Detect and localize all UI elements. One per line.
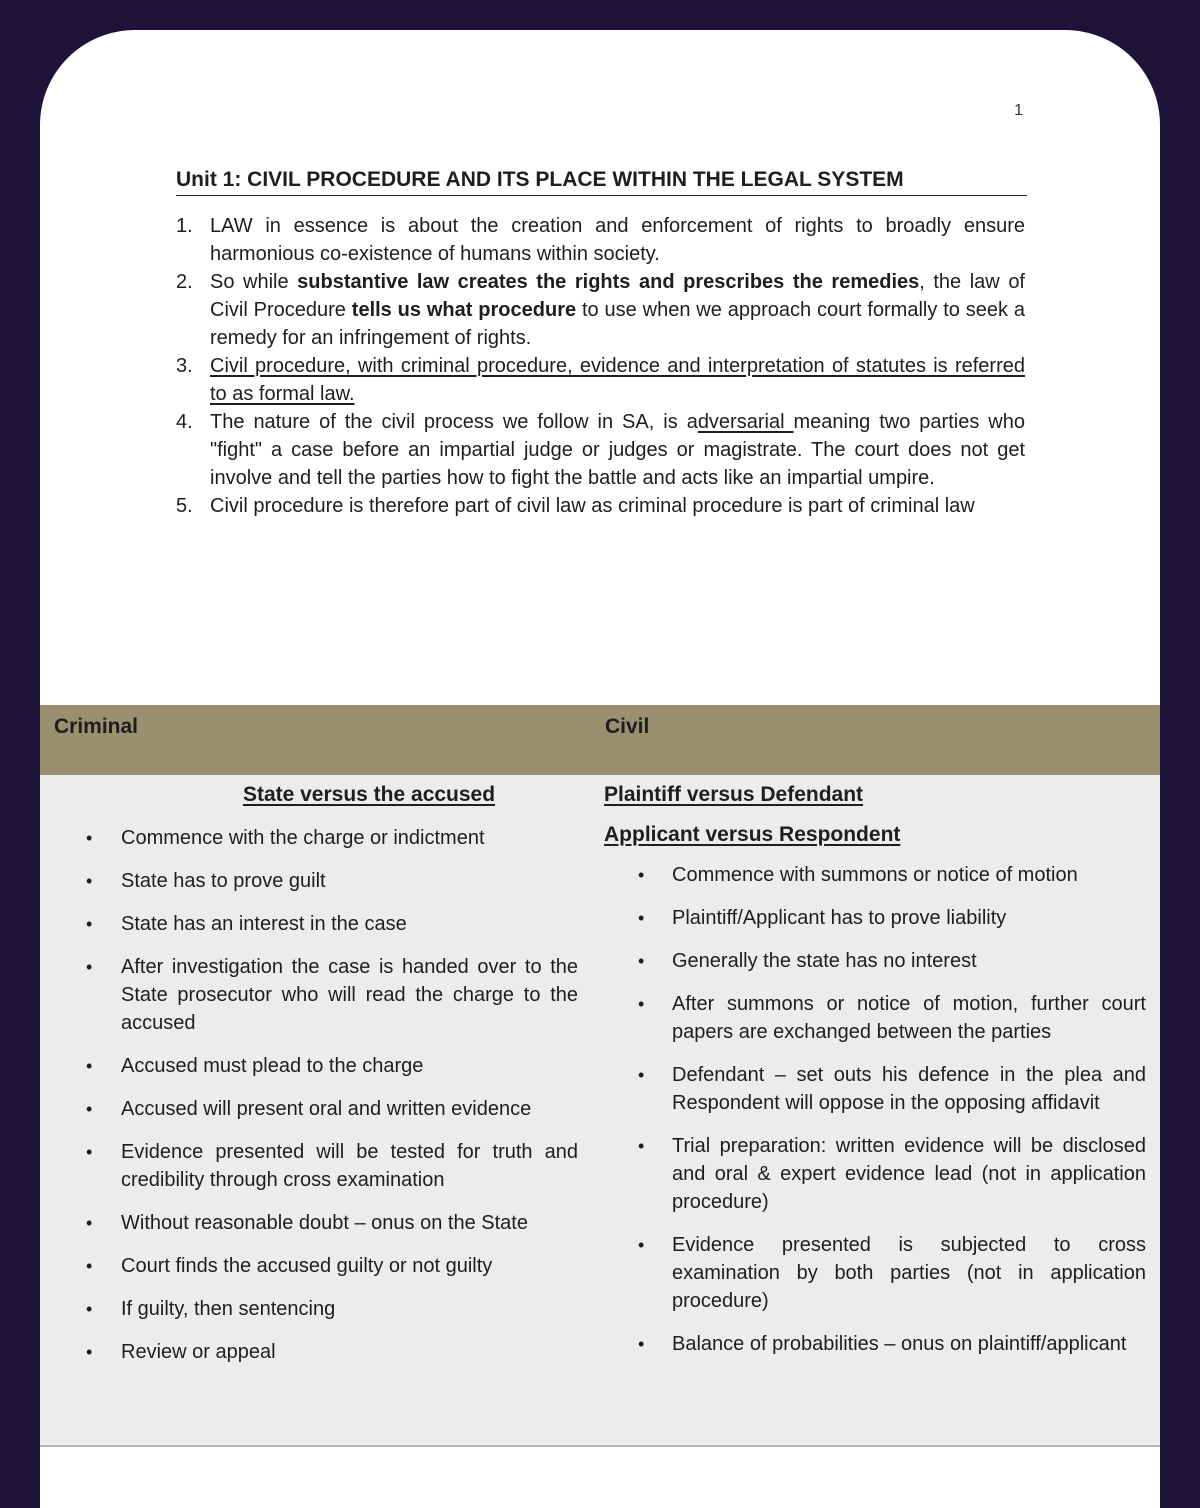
bullet-icon: • [86, 1256, 93, 1276]
bullet-icon: • [86, 1213, 93, 1233]
bullet-item [604, 947, 1146, 975]
bullet-icon: • [86, 957, 93, 977]
intro-item-3 [170, 352, 1025, 408]
unit-title: Unit 1: CIVIL PROCEDURE AND ITS PLACE WITHIN THE LEGAL SYSTEM [176, 168, 1027, 196]
civil-bullet-list [604, 861, 1146, 1358]
bullet-icon: • [86, 1299, 93, 1319]
item-number: 4. [176, 411, 193, 433]
bullet-icon: • [86, 828, 93, 848]
intro-item-text: to use when we approach court formally to seek a remedy for an infringement of rights. [210, 299, 1025, 349]
bullet-text: Generally the state has no interest [672, 950, 977, 972]
bullet-text: Balance of probabilities – onus on plaintiff/applicant [672, 1333, 1127, 1355]
criminal-bullet-list [40, 824, 590, 1366]
bold-phrase: substantive law creates the rights and prescribes the remedies [297, 271, 920, 293]
bullet-item [40, 1052, 590, 1080]
bullet-item [604, 990, 1146, 1046]
bullet-text: Trial preparation: written evidence will be disclosed and oral & expert evidence lead (not in application procedure) [672, 1135, 1146, 1213]
bullet-icon: • [638, 1334, 645, 1354]
criminal-column-header: Criminal [54, 715, 139, 738]
bullet-text: After summons or notice of motion, further court papers are exchanged between the parties [672, 993, 1146, 1043]
bullet-text: Review or appeal [121, 1341, 276, 1363]
intro-item-5 [170, 492, 1025, 520]
bullet-icon: • [86, 871, 93, 891]
document-page [40, 30, 1160, 1508]
item-number: 5. [176, 495, 193, 517]
bullet-text: Evidence presented will be tested for truth and credibility through cross examination [121, 1141, 578, 1191]
civil-column [604, 783, 1146, 1373]
bullet-text: Accused must plead to the charge [121, 1055, 424, 1077]
civil-subheading-applicant: Applicant versus Respondent [604, 823, 901, 846]
bullet-item [40, 1209, 590, 1237]
bullet-item [604, 1061, 1146, 1117]
intro-item-text: meaning two parties who "fight" a case before an impartial judge or judges or magistrate. The court does not get involve and tell the parties how to fight the battle and acts like an impartial umpire. [210, 411, 1025, 489]
bullet-text: State has an interest in the case [121, 913, 407, 935]
intro-item-2 [170, 268, 1025, 352]
bullet-text: Evidence presented is subjected to cross examination by both parties (not in application procedure) [672, 1234, 1146, 1312]
criminal-subheading: State versus the accused [242, 783, 496, 806]
bullet-icon: • [638, 865, 645, 885]
intro-item-text: Civil procedure is therefore part of civil law as criminal procedure is part of criminal law [210, 495, 975, 517]
bullet-item [604, 861, 1146, 889]
bullet-text: Court finds the accused guilty or not guilty [121, 1255, 493, 1277]
item-number: 3. [176, 355, 193, 377]
bullet-icon: • [638, 1136, 645, 1156]
bullet-text: Defendant – set outs his defence in the plea and Respondent will oppose in the opposing affidavit [672, 1064, 1146, 1114]
bullet-item [40, 1095, 590, 1123]
bullet-text: If guilty, then sentencing [121, 1298, 336, 1320]
comparison-table [40, 705, 1160, 1447]
bullet-item [604, 904, 1146, 932]
bullet-item [604, 1330, 1146, 1358]
comparison-header-row [40, 705, 1160, 775]
bullet-item [40, 1138, 590, 1194]
bullet-text: Commence with summons or notice of motion [672, 864, 1078, 886]
intro-item-text: LAW in essence is about the creation and enforcement of rights to broadly ensure harmonious co-existence of humans within society. [210, 215, 1025, 265]
criminal-column [40, 783, 590, 1381]
page-number: 1 [1014, 102, 1023, 119]
underlined-word: dversarial [697, 411, 794, 433]
bullet-icon: • [86, 1342, 93, 1362]
bullet-item [40, 1338, 590, 1366]
bullet-item [604, 1231, 1146, 1315]
bullet-icon: • [86, 1099, 93, 1119]
bullet-item [604, 1132, 1146, 1216]
bullet-item [40, 824, 590, 852]
bullet-item [40, 867, 590, 895]
bullet-item [40, 1252, 590, 1280]
civil-subheading-plaintiff: Plaintiff versus Defendant [604, 783, 864, 806]
civil-column-header: Civil [605, 715, 650, 738]
bullet-text: State has to prove guilt [121, 870, 326, 892]
bullet-icon: • [86, 1056, 93, 1076]
bullet-icon: • [638, 1065, 645, 1085]
item-number: 2. [176, 271, 193, 293]
intro-item-text: Civil procedure, with criminal procedure, evidence and interpretation of statutes is referred to as formal law. [210, 355, 1025, 405]
bullet-text: Accused will present oral and written evidence [121, 1098, 532, 1120]
intro-list [170, 212, 1025, 520]
bullet-icon: • [86, 1142, 93, 1162]
bullet-item [40, 910, 590, 938]
bullet-icon: • [86, 914, 93, 934]
intro-item-4 [170, 408, 1025, 492]
bullet-text: After investigation the case is handed over to the State prosecutor who will read the charge to the accused [121, 956, 578, 1034]
bullet-icon: • [638, 994, 645, 1014]
intro-item-text: So while [210, 271, 298, 293]
bullet-icon: • [638, 908, 645, 928]
bullet-icon: • [638, 951, 645, 971]
bullet-text: Plaintiff/Applicant has to prove liability [672, 907, 1007, 929]
bullet-item [40, 953, 590, 1037]
bullet-text: Without reasonable doubt – onus on the State [121, 1212, 528, 1234]
intro-item-text: , the law of Civil Procedure [210, 271, 1025, 321]
bold-phrase: tells us what procedure [351, 299, 577, 321]
intro-item-text: The nature of the civil process we follow in SA, is a [210, 411, 698, 433]
bullet-icon: • [638, 1235, 645, 1255]
bullet-text: Commence with the charge or indictment [121, 827, 485, 849]
intro-item-1 [170, 212, 1025, 268]
bullet-item [40, 1295, 590, 1323]
item-number: 1. [176, 215, 193, 237]
